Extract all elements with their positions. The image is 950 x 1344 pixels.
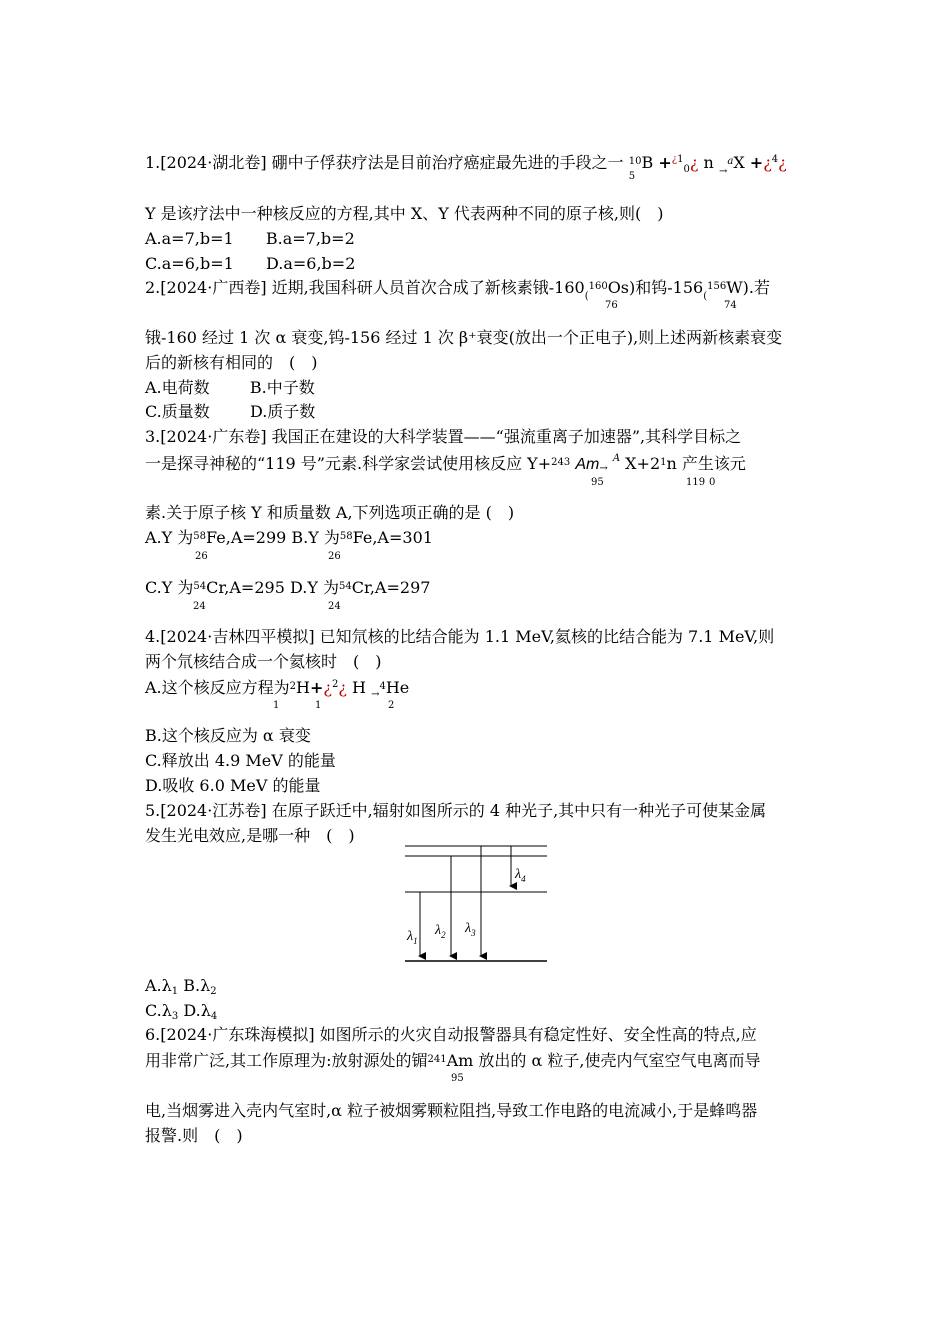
q1-option-a[interactable]: A.a=7,b=1 — [145, 229, 234, 248]
q1-stem: 1.[2024·湖北卷] 硼中子俘获疗法是目前治疗癌症最先进的手段之一 — [145, 153, 624, 172]
q1-options-cd — [145, 254, 355, 274]
q1-option-d[interactable]: D.a=6,b=2 — [265, 254, 356, 273]
q3-option-d[interactable]: D.Y 为$^{54}$Cr,A=297 — [289, 578, 431, 597]
q2-option-d[interactable]: D.质子数 — [249, 402, 316, 421]
q4-line1: 4.[2024·吉林四平模拟] 已知氘核的比结合能为 1.1 MeV,氦核的比结合能为 7.1 MeV,则 — [145, 627, 775, 646]
energy-level-diagram — [395, 840, 555, 968]
q2-option-b[interactable]: B.中子数 — [249, 378, 315, 397]
q5-options-cd — [145, 1001, 217, 1024]
q6-line4: 报警.则 ( ) — [145, 1126, 243, 1145]
q6-line3: 电,当烟雾进入壳内气室时,α 粒子被烟雾颗粒阻挡,导致工作电路的电流减小,于是蜂鸣器 — [145, 1101, 758, 1120]
q3-option-c[interactable]: C.Y 为$^{54}$Cr,A=295 — [145, 578, 285, 597]
q2-options-ab — [145, 378, 315, 398]
q2-option-a[interactable]: A.电荷数 — [145, 378, 210, 397]
q5-line2: 发生光电效应,是哪一种 ( ) — [145, 826, 355, 845]
q3-line2: 一是探寻神秘的“119 号”元素.科学家尝试使用核反应 Y+$^{243}$ Am→ $^A$ $X+2^1n$ 产生该元 — [145, 453, 746, 474]
q1-stem-line — [145, 153, 787, 182]
q5-option-c[interactable]: C.λ3 — [145, 1001, 179, 1022]
q5-option-d[interactable]: D.λ4 — [178, 1001, 218, 1022]
lambda-4-label: $\lambda_4$ — [515, 867, 526, 884]
q1-equation: $^{10}$B 5 +$^{¿1}_0$¿ n $_\to^a$X +¿$^4$¿ — [628, 153, 787, 182]
q5-option-b[interactable]: B.λ2 — [178, 976, 217, 997]
q3-line3: 素.关于原子核 Y 和质量数 A,下列选项正确的是 ( ) — [145, 503, 515, 522]
q2-line3: 后的新核有相同的 ( ) — [145, 353, 318, 372]
q1-options-ab — [145, 229, 355, 249]
q3-line1: 3.[2024·广东卷] 我国正在建设的大科学装置——“强流重离子加速器”,其科学目标之 — [145, 427, 742, 446]
q4-option-b[interactable]: B.这个核反应为 α 衰变 — [145, 726, 311, 745]
q3-options-ab — [145, 528, 433, 551]
q6-line1: 6.[2024·广东珠海模拟] 如图所示的火灾自动报警器具有稳定性好、安全性高的特点,应 — [145, 1025, 757, 1044]
q3-option-b[interactable]: B.Y 为$^{58}$Fe,A=301 — [291, 528, 433, 547]
q2-options-cd — [145, 402, 315, 422]
q5-line1: 5.[2024·江苏卷] 在原子跃迁中,辐射如图所示的 4 种光子,其中只有一种光子可使某金属 — [145, 801, 767, 820]
q4-option-d[interactable]: D.吸收 6.0 MeV 的能量 — [145, 776, 321, 795]
lambda-1-label: $\lambda_1$ — [407, 929, 418, 946]
q2-line2: 锇-160 经过 1 次 α 衰变,钨-156 经过 1 次 β⁺衰变(放出一个正电子),则上述两新核素衰变 — [145, 328, 783, 347]
q4-option-c[interactable]: C.释放出 4.9 MeV 的能量 — [145, 751, 336, 770]
q2-option-c[interactable]: C.质量数 — [145, 402, 210, 421]
lambda-2-label: $\lambda_2$ — [435, 923, 446, 940]
q2-line1: 2.[2024·广西卷] 近期,我国科研人员首次合成了新核素锇$-160_(^{160}Os$)和钨$-156_(^{156}W$).若 — [145, 278, 770, 302]
q5-option-a[interactable]: A.λ1 — [145, 976, 179, 997]
q1-line2: Y 是该疗法中一种核反应的方程,其中 X、Y 代表两种不同的原子核,则( ) — [145, 204, 664, 223]
q4-option-a[interactable]: A.这个核反应方程为$^2$H+¿$^2$¿ H $_\to^4$He — [145, 678, 410, 700]
q1-option-c[interactable]: C.a=6,b=1 — [145, 254, 234, 273]
q4-line2: 两个氘核结合成一个氦核时 ( ) — [145, 652, 382, 671]
q3-option-a[interactable]: A.Y 为$^{58}$Fe,A=299 — [145, 528, 287, 547]
lambda-3-label: $\lambda_3$ — [465, 921, 476, 938]
q6-line2: 用非常广泛,其工作原理为:放射源处的镅$^{241}$Am 放出的 α 粒子,使壳内气室空气电离而导 — [145, 1051, 761, 1070]
q5-options-ab — [145, 976, 217, 999]
q3-options-cd — [145, 578, 430, 601]
q1-option-b[interactable]: B.a=7,b=2 — [265, 229, 355, 248]
